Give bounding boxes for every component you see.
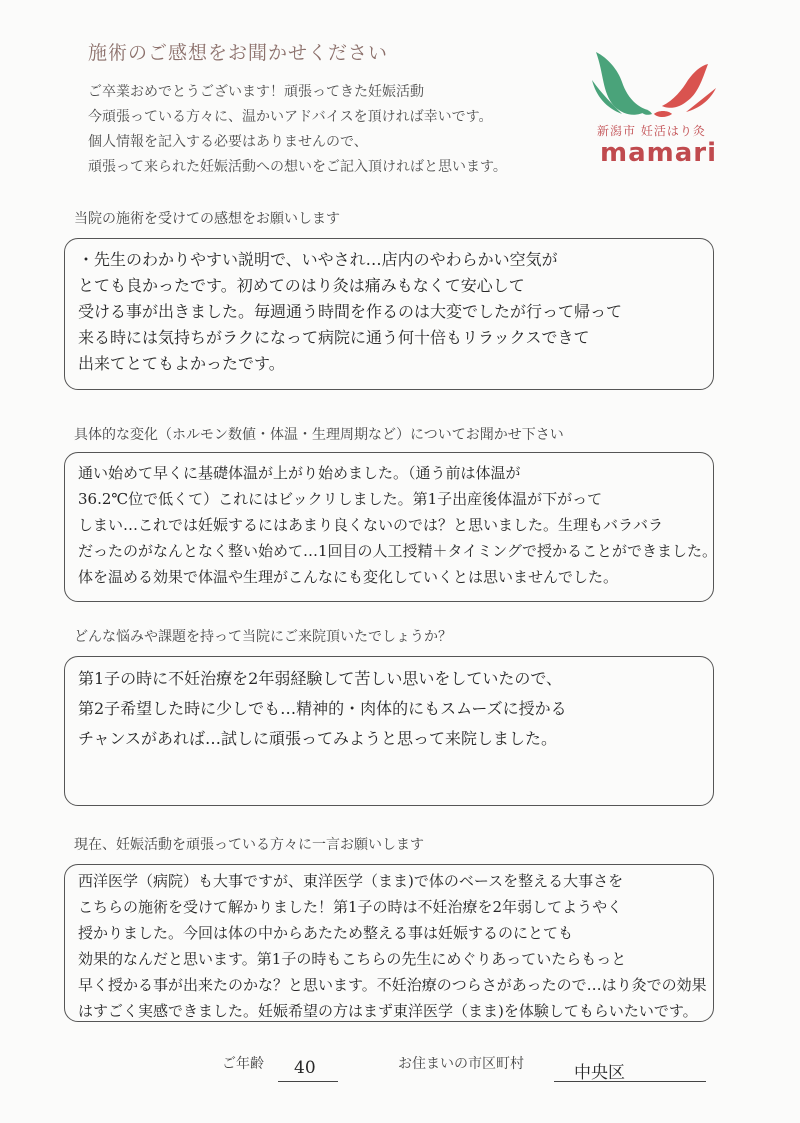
answer-line: 体を温める効果で体温や生理がこんなにも変化していくとは思いませんでした。 bbox=[78, 568, 619, 586]
age-value: 40 bbox=[294, 1058, 316, 1078]
answer-line: 出来てとてもよかったです。 bbox=[78, 354, 285, 373]
question-3-label: どんな悩みや課題を持って当院にご来院頂いたでしょうか？ bbox=[74, 629, 452, 645]
answer-line: 授かりました。今回は体の中からあたため整える事は妊娠するのにとても bbox=[78, 924, 574, 942]
answer-3-text bbox=[78, 664, 728, 754]
answer-line: チャンスがあれば…試しに頑張ってみようと思って来院しました。 bbox=[78, 729, 558, 748]
intro-line: 頑張って来られた妊娠活動への想いをご記入頂ければと思います。 bbox=[88, 159, 507, 175]
question-4-label: 現在、妊娠活動を頑張っている方々に一言お願いします bbox=[74, 837, 424, 853]
answer-line: 来る時には気持ちがラクになって病院に通う何十倍もリラックスできて bbox=[78, 328, 590, 347]
answer-line: 早く授かる事が出来たのかな？と思います。不妊治療のつらさがあったので…はり灸での効果 bbox=[78, 976, 707, 994]
logo-subtitle: 新潟市 妊活はり灸 bbox=[597, 124, 706, 138]
city-label: お住まいの市区町村 bbox=[398, 1056, 524, 1072]
answer-line: 第1子の時に不妊治療を2年弱経験して苦しい思いをしていたので、 bbox=[78, 669, 563, 688]
city-value: 中央区 bbox=[574, 1063, 625, 1083]
answer-line: 西洋医学（病院）も大事ですが、東洋医学（まま)で体のベースを整える大事さを bbox=[78, 872, 624, 890]
logo-name: mamari bbox=[600, 138, 718, 168]
answer-1-text bbox=[78, 247, 728, 377]
answer-line: 通い始めて早くに基礎体温が上がり始めました。（通う前は体温が bbox=[78, 464, 521, 482]
answer-line: しまい…これでは妊娠するにはあまり良くないのでは？と思いました。生理もバラバラ bbox=[78, 516, 664, 534]
intro-line: 今頑張っている方々に、温かいアドバイスを頂ければ幸いです。 bbox=[88, 109, 493, 125]
intro-text bbox=[88, 80, 507, 180]
age-underline bbox=[278, 1081, 338, 1082]
answer-line: こちらの施術を受けて解かりました！第1子の時は不妊治療を2年弱してようやく bbox=[78, 898, 623, 916]
answer-line: 効果的なんだと思います。第1子の時もこちらの先生にめぐりあっていたらもっと bbox=[78, 950, 627, 968]
page-title: 施術のご感想をお聞かせください bbox=[88, 42, 389, 64]
answer-2-text bbox=[78, 460, 728, 590]
answer-line: ・先生のわかりやすい説明で、いやされ…店内のやわらかい空気が bbox=[78, 250, 558, 269]
answer-line: はすごく実感できました。妊娠希望の方はまず東洋医学（まま)を体験してもらいたいです。 bbox=[78, 1002, 698, 1020]
age-label: ご年齢 bbox=[222, 1056, 264, 1072]
answer-line: 受ける事が出きました。毎週通う時間を作るのは大変でしたが行って帰って bbox=[78, 302, 623, 321]
question-2-label: 具体的な変化（ホルモン数値・体温・生理周期など）についてお聞かせ下さい bbox=[74, 427, 564, 443]
answer-line: 36.2℃位で低くて）これにはビックリしました。第1子出産後体温が下がって bbox=[78, 490, 603, 508]
answer-line: 第2子希望した時に少しでも…精神的・肉体的にもスムーズに授かる bbox=[78, 699, 567, 718]
answer-4-text bbox=[78, 868, 728, 1024]
answer-line: とても良かったです。初めてのはり灸は痛みもなくて安心して bbox=[78, 276, 525, 295]
intro-line: ご卒業おめでとうございます！頑張ってきた妊娠活動 bbox=[88, 84, 424, 100]
question-1-label: 当院の施術を受けての感想をお願いします bbox=[74, 211, 340, 227]
intro-line: 個人情報を記入する必要はありませんので、 bbox=[88, 134, 368, 150]
answer-line: だったのがなんとなく整い始めて…1回目の人工授精＋タイミングで授かることができました。 bbox=[78, 542, 717, 560]
